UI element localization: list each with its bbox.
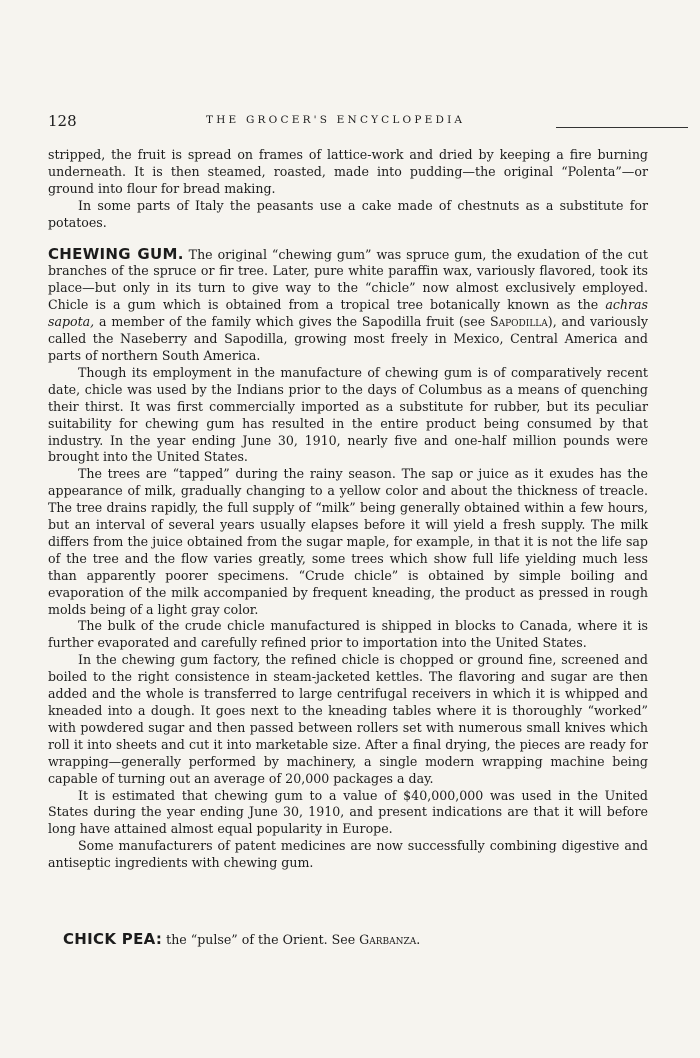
paragraph-history: Though its employment in the manufacture of chewing gum is of comparatively recent date, chicle was used by the Indians prior to the days of Columbus as a means of quenching their thirst. It was first commercially imported as a substitute for rubber, but its peculiar suitability for chewing gum has resulted in the entire product being consumed by that industry. In the year ending June 30, 1910, nearly five and one-half million pounds were brought into the United States. — [48, 364, 648, 465]
header-rule — [556, 127, 688, 128]
paragraph-chestnut-continued: stripped, the fruit is spread on frames of lattice-work and dried by keeping a fire burning underneath. It is then steamed, roasted, made into pudding—the original “Polenta”—or ground into flour for bread making. — [48, 147, 648, 196]
cross-reference-sapodilla: Sapodilla — [489, 314, 548, 330]
chick-pea-end: . — [416, 932, 421, 947]
running-head: THE GROCER'S ENCYCLOPEDIA — [206, 114, 466, 126]
page-number: 128 — [48, 112, 77, 130]
page-header — [48, 112, 638, 136]
chick-pea-text: the “pulse” of the Orient. See — [162, 932, 360, 947]
chewing-gum-text-1: The original “chewing gum” was spruce gum, the exudation of the cut branches of the spruce or fir tree. Later, pure white paraffin wax, variously flavored, took its place—but only in its turn to give way to the “chicle” now almost exclusively employed. Chicle is a gum which is obtained from a tropical tree botanically known as the — [48, 246, 648, 313]
entry-chewing-gum — [48, 246, 648, 365]
botanical-name: achras sapota, — [48, 297, 648, 330]
entry-term-chewing-gum: CHEWING GUM. — [48, 244, 184, 263]
entry-term-chick-pea: CHICK PEA: — [63, 930, 163, 948]
body-text — [48, 147, 648, 872]
chewing-gum-text-3: ), and variously called the Naseberry and Sapodilla, growing most freely in Mexico, Central America and parts of northern South America. — [48, 314, 648, 363]
entry-chick-pea — [63, 930, 420, 948]
chewing-gum-text-2: a member of the family which gives the Sapodilla fruit (see — [94, 314, 490, 330]
paragraph-chestnut-italy: In some parts of Italy the peasants use a cake made of chestnuts as a substitute for potatoes. — [48, 197, 648, 230]
paragraph-factory: In the chewing gum factory, the refined chicle is chopped or ground fine, screened and boiled to the right consistence in steam-jacketed kettles. The flavoring and sugar are then added and the whole is transferred to large centrifugal receivers in which it is whipped and kneaded into a dough. It goes next to the kneading tables where it is thoroughly “worked” with powdered sugar and then passed between rollers set with numerous small knives which roll it into sheets and cut it into marketable size. After a final drying, the pieces are ready for wrapping—generally performed by machinery, a single modern wrapping machine being capable of turning out an average of 20,000 packages a day. — [48, 652, 648, 786]
paragraph-shipping: The bulk of the crude chicle manufactured is shipped in blocks to Canada, where it is further evaporated and carefully refined prior to importation into the United States. — [48, 618, 648, 651]
paragraph-tapping: The trees are “tapped” during the rainy season. The sap or juice as it exudes has the appearance of milk, gradually changing to a yellow color and about the thickness of treacle. The tree drains rapidly, the full supply of “milk” being generally obtained within a few hours, but an interval of several years usually elapses before it will yield a fresh supply. The milk differs from the juice obtained from the sugar maple, for example, in that it is not the life sap of the tree and the flow varies greatly, some trees which show full life yielding much less than apparently poorer specimens. “Crude chicle” is obtained by simple boiling and evaporation of the milk accompanied by frequent kneading, the product as pressed in rough molds being of a light gray color. — [48, 466, 648, 617]
cross-reference-garbanza: Garbanza — [359, 932, 417, 947]
paragraph-consumption: It is estimated that chewing gum to a value of $40,000,000 was used in the United States during the year ending June 30, 1910, and present indications are that it will before long have attained almost equal popularity in Europe. — [48, 787, 648, 837]
paragraph-medicines: Some manufacturers of patent medicines are now successfully combining digestive and antiseptic ingredients with chewing gum. — [48, 838, 648, 871]
